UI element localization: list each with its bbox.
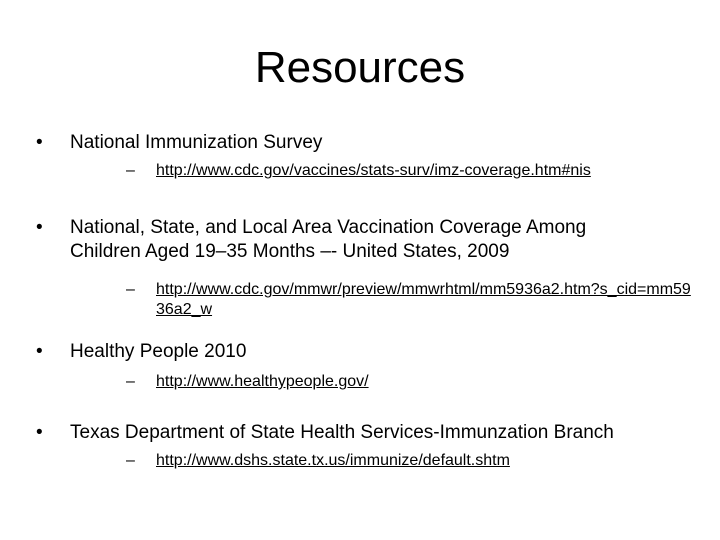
bullet-icon: • bbox=[36, 217, 43, 238]
resource-sub-item bbox=[128, 372, 696, 392]
resource-item-nis bbox=[36, 131, 696, 181]
resource-title: Texas Department of State Health Services-Immunzation Branch bbox=[70, 422, 614, 443]
dash-icon: – bbox=[126, 373, 135, 390]
slide-title: Resources bbox=[254, 43, 466, 92]
dash-icon: – bbox=[126, 452, 135, 469]
resource-item-mmwr bbox=[36, 216, 696, 320]
resource-sub-item bbox=[128, 161, 696, 181]
bullet-icon: • bbox=[36, 422, 43, 443]
resource-title: National, State, and Local Area Vaccination Coverage Among Children Aged 19–35 Months –- United States, 2009 bbox=[70, 217, 587, 262]
resource-link[interactable]: http://www.cdc.gov/vaccines/stats-surv/imz-coverage.htm#nis bbox=[156, 162, 591, 179]
bullet-icon: • bbox=[36, 341, 43, 362]
resource-title: National Immunization Survey bbox=[70, 132, 323, 153]
resource-sub-item bbox=[128, 451, 696, 471]
dash-icon: – bbox=[126, 162, 135, 179]
resource-link[interactable]: http://www.dshs.state.tx.us/immunize/default.shtm bbox=[156, 452, 510, 469]
bullet-icon: • bbox=[36, 132, 43, 153]
dash-icon: – bbox=[126, 281, 135, 298]
resource-sub-item bbox=[128, 280, 696, 320]
resource-item-healthy-people bbox=[36, 340, 696, 392]
resource-link[interactable]: http://www.cdc.gov/mmwr/preview/mmwrhtml/mm5936a2.htm?s_cid=mm5936a2_w bbox=[156, 281, 691, 318]
resource-item-texas-dshs bbox=[36, 421, 696, 471]
resource-link[interactable]: http://www.healthypeople.gov/ bbox=[156, 373, 369, 390]
resource-title: Healthy People 2010 bbox=[70, 341, 247, 362]
